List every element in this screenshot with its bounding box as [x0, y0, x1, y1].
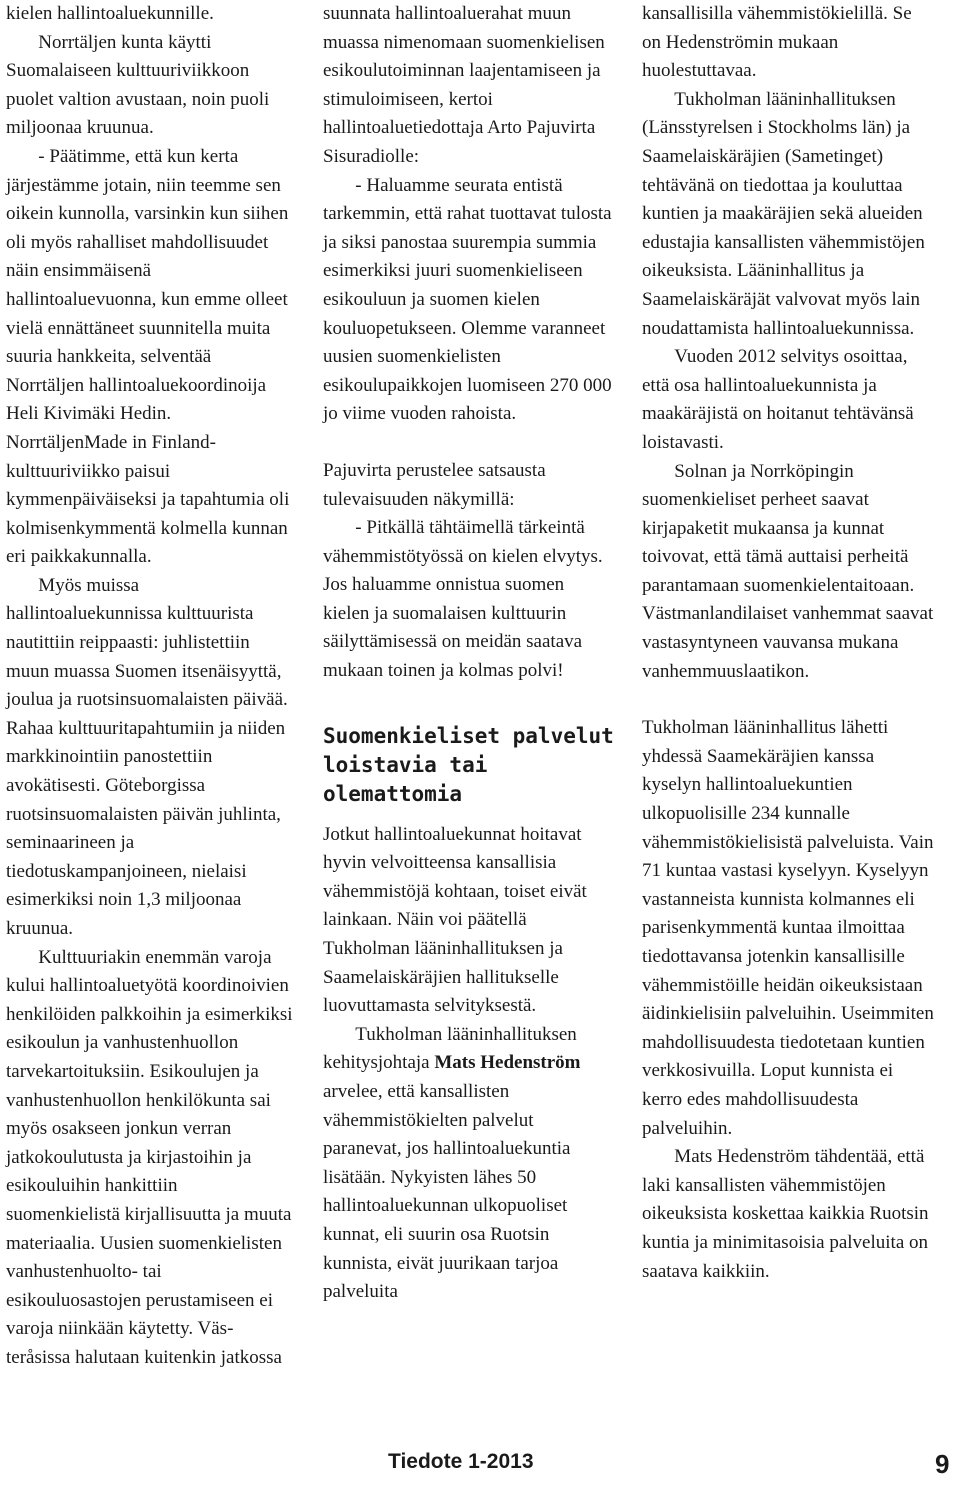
paragraph: Pajuvirta perustelee satsausta tulevaisuuden näkymillä: [323, 459, 546, 510]
paragraph: Tukholman lääninhallitus lähetti yhdessä Saamekäräjien kanssa kyselyn hallintoaluekuntien ulkopuolisille 234 kunnalle vähemmistökielisistä palveluista. Vain 71 kuntaa vastasi kyselyyn. Kyselyyn vastanneista kunnista kolmannes eli parisenkymmentä kuntaa ilmoittaa tiedottavansa jotenkin kansallisille vähemmistöille heidän oikeuksistaan äidinkielisiin palveluihin. Useimmiten mahdollisuudesta tiedotetaan kuntien verkkosivuilla. Loput kunnista ei kerro edes mahdollisuudesta palveluihin. [642, 717, 934, 1139]
quote-paragraph: - Haluamme seurata entistä tarkemmin, että rahat tuottavat tulosta ja siksi panostaa suurempia summia esimerkiksi juuri suomenkieliseen esikouluun ja suomen kielen kouluopetukseen. Olemme varanneet uusien suomenkielisten esikoulupaikkojen luomiseen 270 000 jo viime vuoden rahoista. [323, 174, 612, 425]
paragraph: Kulttuuriakin enemmän varoja kului hallintoaluetyötä koordinoivien henkilöiden palkkoihin ja esimerkiksi esikoulun ja vanhustenhuollon tarvekartoituksiin. Esikoulujen ja vanhustenhuollon henkilökunta sai myös osakseen jonkun verran jatkokoulutusta ja kirjastoihin ja esikouluihin hankittiin suomenkielistä kirjallisuutta ja muuta materiaalia. Uusien suomenkielisten vanhustenhuolto- tai esikouluosastojen perustamiseen ei varoja niinkään käytetty. Väs-teråsissa halutaan kuitenkin jatkossa [6, 946, 293, 1368]
paragraph-text: arvelee, että kansallisten vähemmistökielten palvelut paranevat, jos hallintoaluekuntia lisätään. Nykyisten lähes 50 hallintoaluekunnan ulkopuoliset kunnat, eli suurin osa Ruotsin kunnista, eivät juurikaan tarjoa palveluita [323, 1081, 571, 1303]
paragraph: Jotkut hallintoaluekunnat hoitavat hyvin velvoitteensa kansallisia vähemmistöjä kohtaan, toiset eivät lainkaan. Näin voi päätellä Tukholman lääninhallituksen ja Saamelaiskäräjien hallitukselle luovuttamasta selvityksestä. [323, 823, 587, 1017]
paragraph: Solnan ja Norrköpingin suomenkieliset perheet saavat kirjapaketit mukaansa ja kunnat toivovat, että tämä auttaisi perheitä parantamaan suomenkielentaitoaan. Västmanlandilaiset vanhemmat saavat vastasyntyneen vauvansa mukana vanhemmuuslaatikon. [642, 460, 934, 682]
article-column-3 [642, 0, 934, 1286]
paragraph: suunnata hallintoaluerahat muun muassa nimenomaan suomenkielisen esikoulutoiminnan laajentamiseen ja stimuloimiseen, kertoi hallintoaluetiedottaja Arto Pajuvirta Sisuradiolle: [323, 3, 605, 167]
paragraph: kielen hallintoaluekunnille. [6, 3, 214, 24]
paragraph: Tukholman lääninhallituksen (Länsstyrelsen i Stockholms län) ja Saamelaiskäräjien (Sametinget) tehtävänä on tiedottaa ja kouluttaa kuntien ja maakäräjien sekä alueiden edustajia kansallisten vähemmistöjen oikeuksista. Lääninhallitus ja Saamelaiskäräjät valvovat myös lain noudattamista hallintoaluekunnissa. [642, 88, 925, 339]
paragraph: - Päätimme, että kun kerta järjestämme jotain, niin teemme sen oikein kunnolla, varsinkin kun siihen oli myös rahalliset mahdollisuudet näin ensimmäisenä hallintoaluevuonna, kun emme olleet vielä ennättäneet suunnitella muita suuria hankkeita, selventää Norrtäljen hallintoaluekoordinoija Heli Kivimäki Hedin. NorrtäljenMade in Finland-kulttuuriviikko paisui kymmenpäiväiseksi ja tapahtumia oli kolmisenkymmentä kolmella kunnan eri paikkakunnalla. [6, 145, 290, 568]
paragraph: Mats Hedenström tähdentää, että laki kansallisten vähemmistöjen oikeuksista koskettaa kaikkia Ruotsin kuntia ja minimitasoisia palveluita on saatava kaikkiin. [642, 1146, 929, 1282]
paragraph [323, 1021, 615, 1307]
quote-paragraph: - Pitkällä tähtäimellä tärkeintä vähemmistötyössä on kielen elvytys. Jos haluamme onnistua suomen kielen ja suomalaisen kulttuurin säilyttämisessä on meidän saatava mukaan toinen ja kolmas polvi! [323, 517, 603, 682]
paragraph-text: Tukholman lääninhallituksen kehitysjohtaja [323, 1023, 577, 1074]
page-number: 9 [935, 1449, 950, 1479]
paragraph: Norrtäljen kunta käytti Suomalaiseen kulttuuriviikkoon puolet valtion avustaan, noin puoli miljoonaa kruunua. [6, 31, 270, 139]
paragraph: kansallisilla vähemmistökielillä. Se on Hedenströmin mukaan huolestuttavaa. [642, 3, 912, 82]
article-column-2 [323, 0, 615, 1307]
paragraph: Vuoden 2012 selvitys osoittaa, että osa hallintoaluekunnista ja maakäräjistä on hoitanut tehtävänsä loistavasti. [642, 346, 914, 453]
article-column-1 [6, 0, 294, 1373]
publication-title: Tiedote 1-2013 [388, 1450, 534, 1473]
paragraph: Myös muissa hallintoaluekunnissa kulttuurista nautittiin reippaasti: juhlistettiin muun muassa Suomen itsenäisyyttä, joulua ja ruotsinsuomalaisten päivää. Rahaa kulttuuritapahtumiin ja niiden markkinointiin panostettiin avokätisesti. Göteborgissa ruotsinsuomalaisten päivän juhlinta, seminaarineen ja tiedotuskampanjoineen, nielaisi esimerkiksi noin 1,3 miljoonaa kruunua. [6, 574, 288, 939]
section-heading: Suomenkieliset palvelut loistavia tai olemattomia [323, 723, 614, 806]
person-name: Mats Hedenström [434, 1052, 581, 1074]
